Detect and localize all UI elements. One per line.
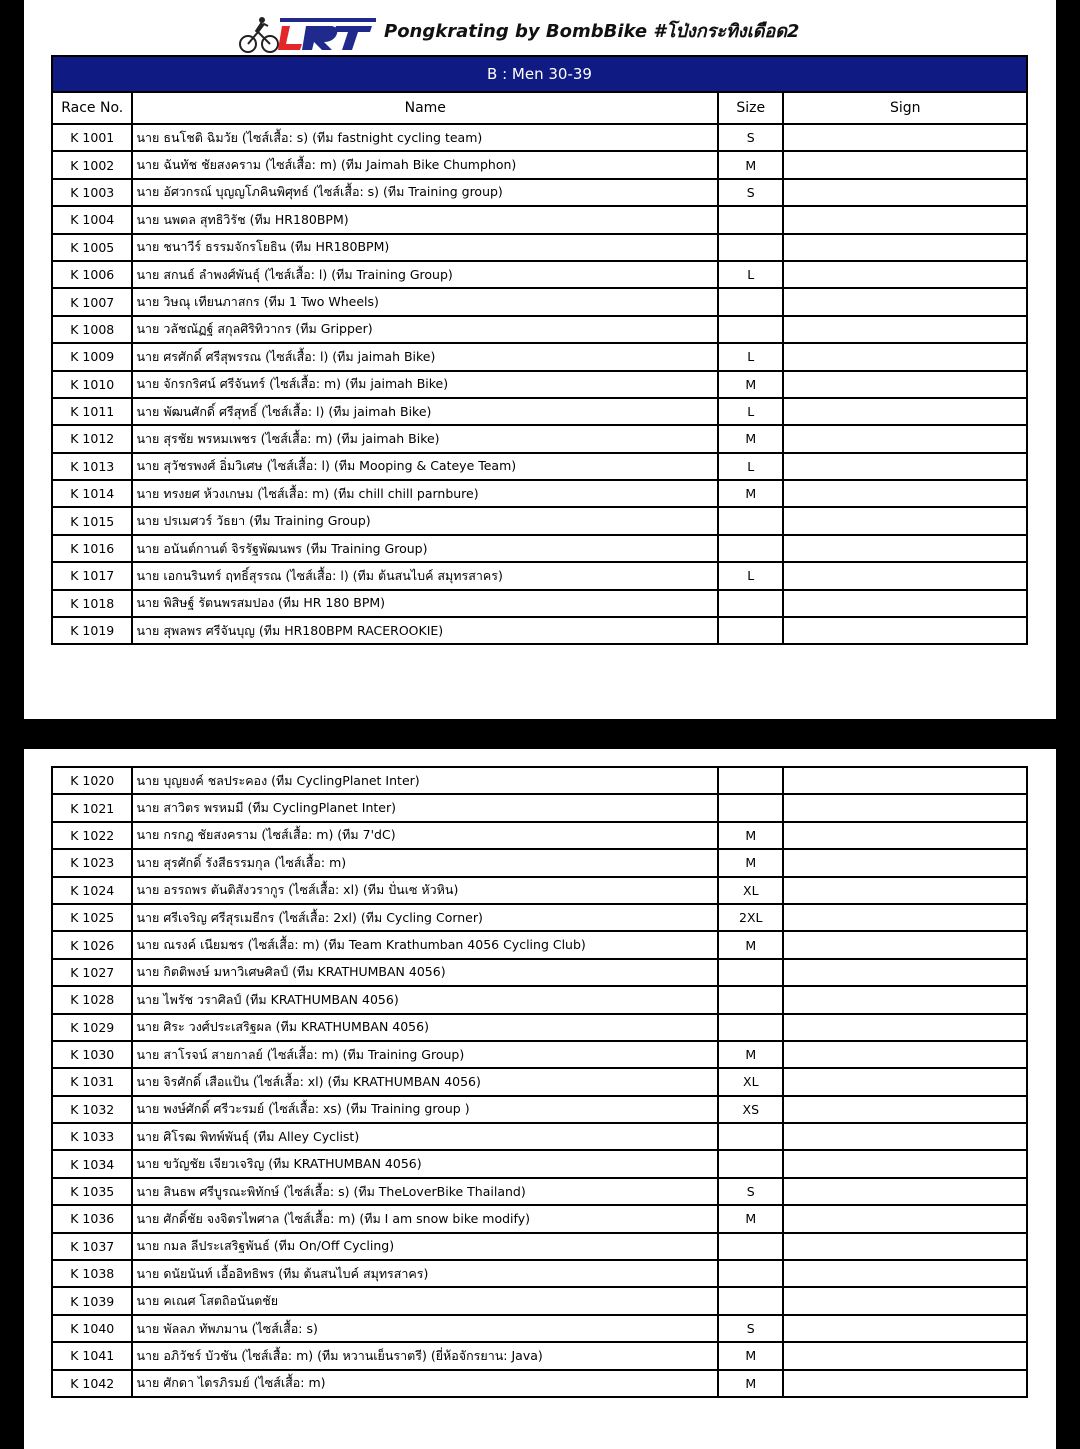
rider-name-cell: นาย พัลลภ ทัพภมาน (ไซส์เสื้อ: s)	[132, 1315, 718, 1342]
rider-name-cell: นาย อรรถพร ตันติสังวรากูร (ไซส์เสื้อ: xl) (ทีม ปั่นเซ หัวหิน)	[132, 877, 718, 904]
shirt-size-cell: L	[718, 261, 783, 288]
rider-name-cell: นาย ฉันทัช ชัยสงคราม (ไซส์เสื้อ: m) (ทีม Jaimah Bike Chumphon)	[132, 151, 718, 178]
race-number-cell: K 1014	[52, 480, 132, 507]
signature-cell	[783, 1014, 1027, 1041]
shirt-size-cell	[718, 1233, 783, 1260]
signature-cell	[783, 398, 1027, 425]
table-row	[52, 1178, 1027, 1205]
shirt-size-cell	[718, 507, 783, 534]
shirt-size-cell: S	[718, 1315, 783, 1342]
race-number-cell: K 1001	[52, 124, 132, 151]
signature-cell	[783, 986, 1027, 1013]
table-row	[52, 562, 1027, 589]
shirt-size-cell	[718, 1014, 783, 1041]
shirt-size-cell	[718, 590, 783, 617]
signature-cell	[783, 316, 1027, 343]
table-row	[52, 1014, 1027, 1041]
table-row	[52, 822, 1027, 849]
shirt-size-cell	[718, 959, 783, 986]
signature-cell	[783, 1123, 1027, 1150]
registration-table-continued	[51, 766, 1028, 1398]
signature-cell	[783, 1370, 1027, 1397]
table-row	[52, 124, 1027, 151]
signature-cell	[783, 617, 1027, 644]
race-number-cell: K 1031	[52, 1068, 132, 1095]
signature-cell	[783, 1342, 1027, 1369]
shirt-size-cell: L	[718, 398, 783, 425]
rider-name-cell: นาย ณรงค์ เนียมชร (ไซส์เสื้อ: m) (ทีม Team Krathumban 4056 Cycling Club)	[132, 931, 718, 958]
race-number-cell: K 1002	[52, 151, 132, 178]
race-number-cell: K 1018	[52, 590, 132, 617]
shirt-size-cell	[718, 617, 783, 644]
race-number-cell: K 1026	[52, 931, 132, 958]
signature-cell	[783, 261, 1027, 288]
race-number-cell: K 1037	[52, 1233, 132, 1260]
rider-name-cell: นาย ปรเมศวร์ วัธยา (ทีม Training Group)	[132, 507, 718, 534]
table-row	[52, 1068, 1027, 1095]
shirt-size-cell: M	[718, 1041, 783, 1068]
race-number-cell: K 1025	[52, 904, 132, 931]
race-number-cell: K 1009	[52, 343, 132, 370]
signature-cell	[783, 767, 1027, 794]
race-number-cell: K 1038	[52, 1260, 132, 1287]
race-number-cell: K 1036	[52, 1205, 132, 1232]
rider-name-cell: นาย ศักดา ไตรภิรมย์ (ไซส์เสื้อ: m)	[132, 1370, 718, 1397]
race-number-cell: K 1020	[52, 767, 132, 794]
rider-name-cell: นาย พิสิษฐ์ รัตนพรสมปอง (ทีม HR 180 BPM)	[132, 590, 718, 617]
sheet-page-1	[24, 0, 1056, 719]
table-row	[52, 371, 1027, 398]
shirt-size-cell	[718, 535, 783, 562]
shirt-size-cell: L	[718, 343, 783, 370]
race-number-cell: K 1029	[52, 1014, 132, 1041]
table-row	[52, 480, 1027, 507]
signature-cell	[783, 904, 1027, 931]
shirt-size-cell: M	[718, 849, 783, 876]
page-title: Pongkrating by BombBike #โป่งกระทิงเดือด2	[384, 21, 800, 42]
rider-name-cell: นาย นพดล สุทธิวิรัช (ทีม HR180BPM)	[132, 206, 718, 233]
signature-cell	[783, 849, 1027, 876]
table-row	[52, 1342, 1027, 1369]
table-row	[52, 179, 1027, 206]
shirt-size-cell	[718, 288, 783, 315]
rider-name-cell: นาย สุรศักดิ์ รังสีธรรมกุล (ไซส์เสื้อ: m)	[132, 849, 718, 876]
rider-name-cell: นาย กรกฎ ชัยสงคราม (ไซส์เสื้อ: m) (ทีม 7'dC)	[132, 822, 718, 849]
rider-name-cell: นาย สกนธ์ ลำพงศ์พันธุ์ (ไซส์เสื้อ: l) (ทีม Training Group)	[132, 261, 718, 288]
table-row	[52, 288, 1027, 315]
signature-cell	[783, 1041, 1027, 1068]
rider-name-cell: นาย กิตติพงษ์ มหาวิเศษศิลป์ (ทีม KRATHUMBAN 4056)	[132, 959, 718, 986]
rider-name-cell: นาย คเณศ โสตถิอนันตชัย	[132, 1287, 718, 1314]
rider-name-cell: นาย บุญยงค์ ชลประคอง (ทีม CyclingPlanet Inter)	[132, 767, 718, 794]
race-number-cell: K 1034	[52, 1150, 132, 1177]
table-row	[52, 931, 1027, 958]
rider-name-cell: นาย ศักดิ์ชัย จงจิตรไพศาล (ไซส์เสื้อ: m) (ทีม I am snow bike modify)	[132, 1205, 718, 1232]
rider-name-cell: นาย สุรชัย พรหมเพชร (ไซส์เสื้อ: m) (ทีม jaimah Bike)	[132, 425, 718, 452]
race-number-cell: K 1004	[52, 206, 132, 233]
signature-cell	[783, 562, 1027, 589]
table-row	[52, 316, 1027, 343]
rider-name-cell: นาย ชนาวีร์ ธรรมจักรโยธิน (ทีม HR180BPM)	[132, 234, 718, 261]
race-number-cell: K 1021	[52, 794, 132, 821]
sheet-page-2	[24, 749, 1056, 1449]
table-row	[52, 986, 1027, 1013]
race-number-cell: K 1012	[52, 425, 132, 452]
rider-name-cell: นาย ศิระ วงศ์ประเสริฐผล (ทีม KRATHUMBAN 4056)	[132, 1014, 718, 1041]
race-number-cell: K 1011	[52, 398, 132, 425]
table-row	[52, 535, 1027, 562]
signature-cell	[783, 453, 1027, 480]
category-title: B : Men 30-39	[52, 56, 1027, 92]
registration-table	[51, 55, 1028, 645]
rider-name-cell: นาย อัศวกรณ์ บุญญโภคินพิศุทธ์ (ไซส์เสื้อ: s) (ทีม Training group)	[132, 179, 718, 206]
table-row	[52, 151, 1027, 178]
column-header-row	[52, 92, 1027, 124]
rider-name-cell: นาย อนันต์กานต์ จิรรัฐพัฒนพร (ทีม Training Group)	[132, 535, 718, 562]
signature-cell	[783, 371, 1027, 398]
race-number-cell: K 1023	[52, 849, 132, 876]
table-row	[52, 767, 1027, 794]
table-row	[52, 398, 1027, 425]
race-number-cell: K 1005	[52, 234, 132, 261]
shirt-size-cell: M	[718, 1342, 783, 1369]
rider-name-cell: นาย สุพลพร ศรีจันบุญ (ทีม HR180BPM RACEROOKIE)	[132, 617, 718, 644]
signature-cell	[783, 1260, 1027, 1287]
signature-cell	[783, 179, 1027, 206]
shirt-size-cell	[718, 767, 783, 794]
signature-cell	[783, 1233, 1027, 1260]
rider-name-cell: นาย ศรีเจริญ ศรีสุรเมธีกร (ไซส์เสื้อ: 2xl) (ทีม Cycling Corner)	[132, 904, 718, 931]
shirt-size-cell: XS	[718, 1096, 783, 1123]
race-number-cell: K 1003	[52, 179, 132, 206]
shirt-size-cell: S	[718, 124, 783, 151]
table-row	[52, 1370, 1027, 1397]
category-banner	[52, 56, 1027, 92]
shirt-size-cell: L	[718, 453, 783, 480]
shirt-size-cell: M	[718, 151, 783, 178]
table-row	[52, 1150, 1027, 1177]
race-number-cell: K 1006	[52, 261, 132, 288]
signature-cell	[783, 1150, 1027, 1177]
signature-cell	[783, 1068, 1027, 1095]
signature-cell	[783, 794, 1027, 821]
rider-name-cell: นาย ขวัญชัย เจียวเจริญ (ทีม KRATHUMBAN 4056)	[132, 1150, 718, 1177]
rider-name-cell: นาย ธนโชติ ฉิมวัย (ไซส์เสื้อ: s) (ทีม fastnight cycling team)	[132, 124, 718, 151]
shirt-size-cell: M	[718, 371, 783, 398]
shirt-size-cell: S	[718, 179, 783, 206]
table-row	[52, 1233, 1027, 1260]
race-number-cell: K 1010	[52, 371, 132, 398]
table-row	[52, 617, 1027, 644]
rider-name-cell: นาย วิษณุ เทียนภาสกร (ทีม 1 Two Wheels)	[132, 288, 718, 315]
table-row	[52, 849, 1027, 876]
shirt-size-cell: M	[718, 1370, 783, 1397]
sheet-header	[24, 0, 1056, 56]
shirt-size-cell	[718, 1123, 783, 1150]
table-row	[52, 1205, 1027, 1232]
race-number-cell: K 1019	[52, 617, 132, 644]
table-row	[52, 507, 1027, 534]
signature-cell	[783, 931, 1027, 958]
signature-cell	[783, 1178, 1027, 1205]
race-number-cell: K 1030	[52, 1041, 132, 1068]
table-row	[52, 261, 1027, 288]
rider-name-cell: นาย เอกนรินทร์ ฤทธิ์สุรรณ (ไซส์เสื้อ: l) (ทีม ต้นสนไบค์ สมุทรสาคร)	[132, 562, 718, 589]
race-number-cell: K 1016	[52, 535, 132, 562]
race-number-cell: K 1027	[52, 959, 132, 986]
race-number-cell: K 1007	[52, 288, 132, 315]
signature-cell	[783, 1096, 1027, 1123]
race-number-cell: K 1042	[52, 1370, 132, 1397]
table-row	[52, 234, 1027, 261]
signature-cell	[783, 822, 1027, 849]
table-row	[52, 904, 1027, 931]
signature-cell	[783, 1287, 1027, 1314]
race-number-cell: K 1013	[52, 453, 132, 480]
signature-cell	[783, 151, 1027, 178]
shirt-size-cell	[718, 986, 783, 1013]
table-row	[52, 1096, 1027, 1123]
signature-cell	[783, 124, 1027, 151]
table-row	[52, 1123, 1027, 1150]
shirt-size-cell: L	[718, 562, 783, 589]
race-number-cell: K 1015	[52, 507, 132, 534]
table-row	[52, 206, 1027, 233]
shirt-size-cell: M	[718, 822, 783, 849]
shirt-size-cell: M	[718, 1205, 783, 1232]
shirt-size-cell: M	[718, 480, 783, 507]
race-number-cell: K 1008	[52, 316, 132, 343]
rider-name-cell: นาย พงษ์ศักดิ์ ศรีวะรมย์ (ไซส์เสื้อ: xs) (ทีม Training group )	[132, 1096, 718, 1123]
rider-name-cell: นาย อภิวัชร์ บัวชัน (ไซส์เสื้อ: m) (ทีม หวานเย็นราตรี) (ยี่ห้อจักรยาน: Java)	[132, 1342, 718, 1369]
signature-cell	[783, 343, 1027, 370]
rider-name-cell: นาย ไพรัช วราศิลป์ (ทีม KRATHUMBAN 4056)	[132, 986, 718, 1013]
race-number-cell: K 1033	[52, 1123, 132, 1150]
rider-name-cell: นาย สาโรจน์ สายกาลย์ (ไซส์เสื้อ: m) (ทีม Training Group)	[132, 1041, 718, 1068]
rider-name-cell: นาย พัฒนศักดิ์ ศรีสุทธิ์ (ไซส์เสื้อ: l) (ทีม jaimah Bike)	[132, 398, 718, 425]
rider-name-cell: นาย จักรกริศน์ ศรีจันทร์ (ไซส์เสื้อ: m) (ทีม jaimah Bike)	[132, 371, 718, 398]
race-number-cell: K 1032	[52, 1096, 132, 1123]
race-number-cell: K 1028	[52, 986, 132, 1013]
shirt-size-cell: XL	[718, 877, 783, 904]
lrt-logo	[232, 14, 380, 54]
signature-cell	[783, 1205, 1027, 1232]
rider-name-cell: นาย จิรศักดิ์ เสือแป้น (ไซส์เสื้อ: xl) (ทีม KRATHUMBAN 4056)	[132, 1068, 718, 1095]
shirt-size-cell: 2XL	[718, 904, 783, 931]
shirt-size-cell: M	[718, 425, 783, 452]
rider-name-cell: นาย สินธพ ศรีบูรณะพิทักษ์ (ไซส์เสื้อ: s) (ทีม TheLoverBike Thailand)	[132, 1178, 718, 1205]
rider-name-cell: นาย ศรศักดิ์ ศรีสุพรรณ (ไซส์เสื้อ: l) (ทีม jaimah Bike)	[132, 343, 718, 370]
rider-name-cell: นาย กมล ลีประเสริฐพันธ์ (ทีม On/Off Cycling)	[132, 1233, 718, 1260]
signature-cell	[783, 288, 1027, 315]
race-number-cell: K 1039	[52, 1287, 132, 1314]
signature-cell	[783, 535, 1027, 562]
table-row	[52, 959, 1027, 986]
rider-name-cell: นาย วลัชณัฏฐ์ สกุลศิริทิวากร (ทีม Gripper)	[132, 316, 718, 343]
signature-cell	[783, 590, 1027, 617]
table-row	[52, 1287, 1027, 1314]
table-row	[52, 877, 1027, 904]
race-number-cell: K 1040	[52, 1315, 132, 1342]
shirt-size-cell: M	[718, 931, 783, 958]
table-row	[52, 1041, 1027, 1068]
shirt-size-cell	[718, 1150, 783, 1177]
shirt-size-cell	[718, 234, 783, 261]
table-row	[52, 1315, 1027, 1342]
shirt-size-cell	[718, 1287, 783, 1314]
signature-cell	[783, 877, 1027, 904]
signature-cell	[783, 959, 1027, 986]
signature-cell	[783, 480, 1027, 507]
table-row	[52, 343, 1027, 370]
table-row	[52, 590, 1027, 617]
col-name: Name	[132, 92, 718, 124]
shirt-size-cell: S	[718, 1178, 783, 1205]
table-row	[52, 794, 1027, 821]
table-row	[52, 453, 1027, 480]
shirt-size-cell	[718, 1260, 783, 1287]
signature-cell	[783, 507, 1027, 534]
shirt-size-cell	[718, 206, 783, 233]
signature-cell	[783, 425, 1027, 452]
rider-name-cell: นาย ดนัยนันท์ เอื้ออิทธิพร (ทีม ต้นสนไบค์ สมุทรสาคร)	[132, 1260, 718, 1287]
col-size: Size	[718, 92, 783, 124]
rider-name-cell: นาย ทรงยศ ห้วงเกษม (ไซส์เสื้อ: m) (ทีม chill chill parnbure)	[132, 480, 718, 507]
rider-name-cell: นาย สาวิตร พรหมมี (ทีม CyclingPlanet Inter)	[132, 794, 718, 821]
race-number-cell: K 1022	[52, 822, 132, 849]
table-row	[52, 425, 1027, 452]
rider-name-cell: นาย ศิโรฒ พิทพ์พันธุ์ (ทีม Alley Cyclist)	[132, 1123, 718, 1150]
race-number-cell: K 1035	[52, 1178, 132, 1205]
shirt-size-cell	[718, 316, 783, 343]
shirt-size-cell	[718, 794, 783, 821]
table-row	[52, 1260, 1027, 1287]
shirt-size-cell: XL	[718, 1068, 783, 1095]
col-sign: Sign	[783, 92, 1027, 124]
signature-cell	[783, 1315, 1027, 1342]
col-race-no: Race No.	[52, 92, 132, 124]
signature-cell	[783, 234, 1027, 261]
signature-cell	[783, 206, 1027, 233]
race-number-cell: K 1041	[52, 1342, 132, 1369]
rider-name-cell: นาย สุวัชรพงศ์ อิ่มวิเศษ (ไซส์เสื้อ: l) (ทีม Mooping & Cateye Team)	[132, 453, 718, 480]
race-number-cell: K 1017	[52, 562, 132, 589]
race-number-cell: K 1024	[52, 877, 132, 904]
